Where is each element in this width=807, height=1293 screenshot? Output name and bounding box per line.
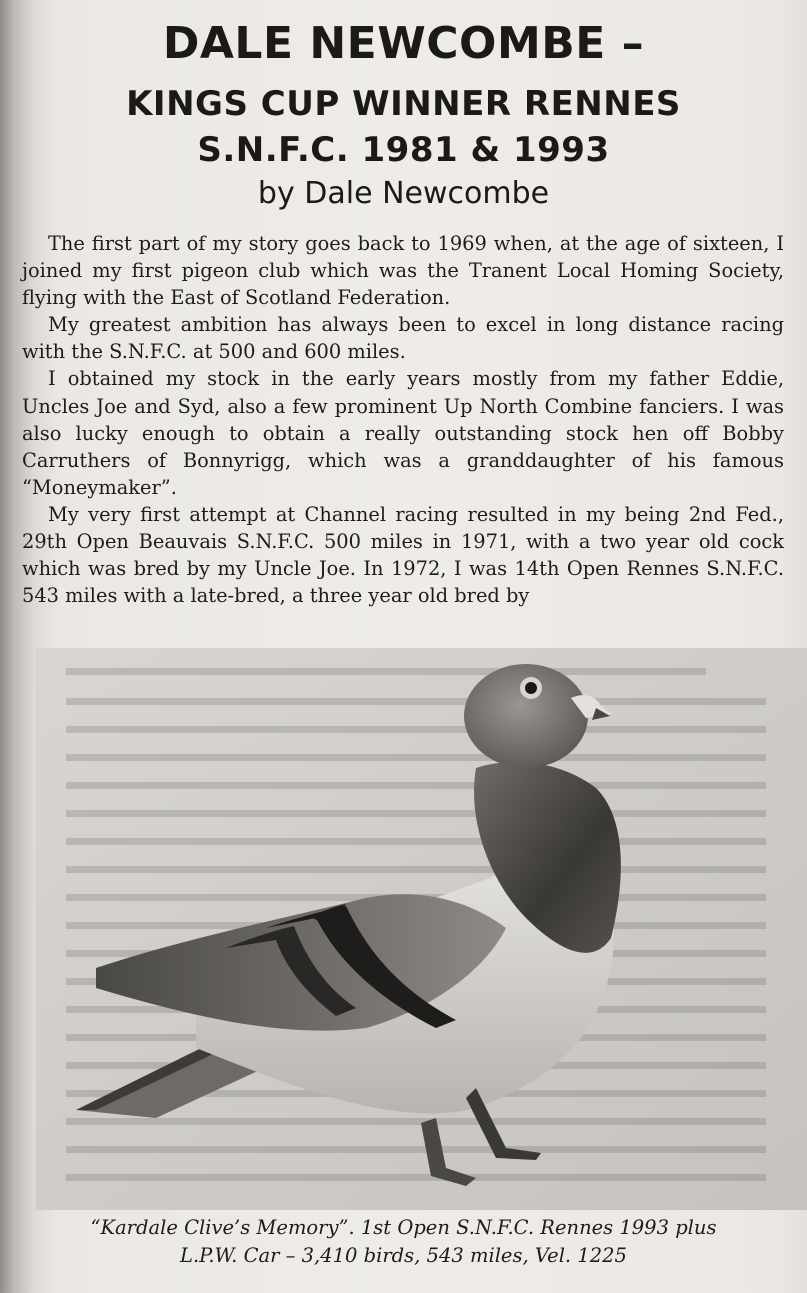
paragraph: My very first attempt at Channel racing resulted in my being 2nd Fed., 29th Open Beauvais S.N.F.C. 500 miles in 1971, with a two year old cock which was bred by my Uncle Joe. In 1972, I was 14th Open Rennes S.N.F.C. 543 miles with a late-bred, a three year old bred by (22, 502, 784, 608)
pigeon-photo (36, 648, 807, 1210)
paragraph: I obtained my stock in the early years mostly from my father Eddie, Uncles Joe and Syd, also a few prominent Up North Combine fanciers. I was also lucky enough to obtain a really outstanding stock hen off Bobby Carruthers of Bonnyrigg, which was a granddaughter of his famous “Moneymaker”. (22, 367, 784, 499)
article-title-line-3: S.N.F.C. 1981 & 1993 (197, 130, 610, 170)
caption-line-2: L.P.W. Car – 3,410 birds, 543 miles, Vel. 1225 (180, 1244, 627, 1267)
article-body (22, 230, 784, 609)
article-byline: by Dale Newcombe (257, 176, 550, 211)
article-title-line-1: DALE NEWCOMBE – (162, 18, 645, 69)
article-title-line-2: KINGS CUP WINNER RENNES (126, 84, 681, 124)
photo-caption (0, 1214, 807, 1270)
caption-line-1: “Kardale Clive’s Memory”. 1st Open S.N.F.C. Rennes 1993 plus (90, 1216, 717, 1239)
paragraph: My greatest ambition has always been to excel in long distance racing with the S.N.F.C. at 500 and 600 miles. (22, 313, 784, 364)
paragraph: The first part of my story goes back to 1969 when, at the age of sixteen, I joined my first pigeon club which was the Tranent Local Homing Society, flying with the East of Scotland Federation. (22, 232, 784, 310)
